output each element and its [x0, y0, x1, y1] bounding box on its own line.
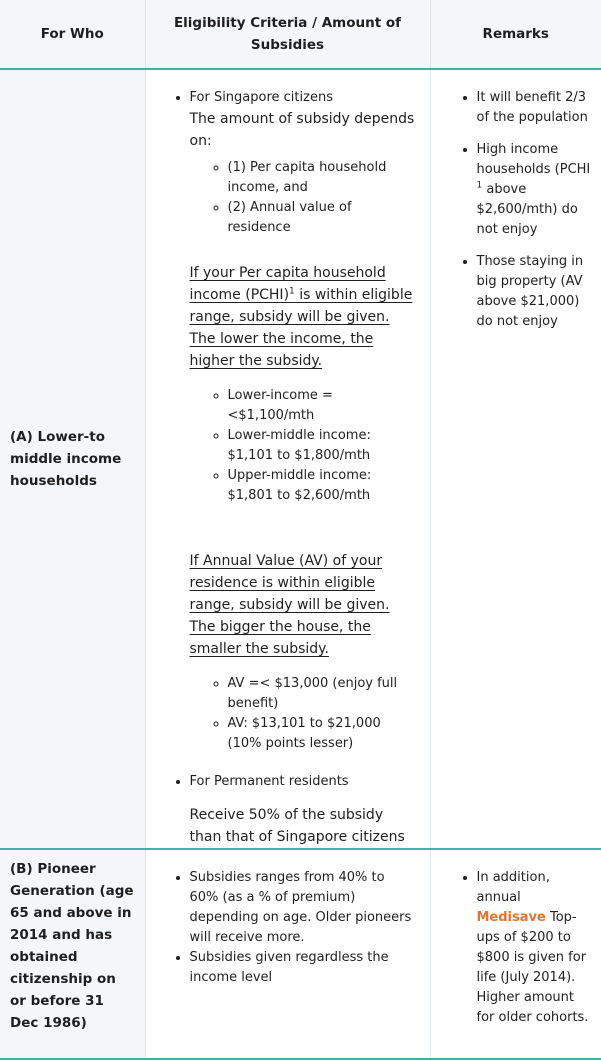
list-item: ◦ Upper-middle income: $1,801 to $2,600/mth — [228, 466, 418, 506]
remarks-cell-a — [430, 69, 601, 849]
remark-text-post: above $2,600/mth) do not enjoy — [476, 182, 578, 237]
depends-list — [210, 158, 418, 238]
list-item: • Those staying in big property (AV above $21,000) do not enjoy — [477, 252, 592, 332]
depends-text: The amount of subsidy depends on: — [189, 111, 415, 149]
remark-text-pre: In addition, annual — [476, 870, 550, 905]
pr-label: For Permanent residents — [189, 774, 349, 789]
remark-text-post: Top-ups of $200 to $800 is given for life (July 2014). Higher amount for older cohorts. — [476, 910, 589, 1025]
list-item: ◦ AV =< $13,000 (enjoy full benefit) — [228, 674, 418, 714]
table-row-pioneer-generation — [0, 849, 601, 1059]
list-item — [477, 868, 592, 1028]
footnote-marker: 1 — [476, 180, 483, 191]
footnote-marker: 1 — [289, 286, 295, 297]
list-item: • Subsidies given regardless the income level — [190, 948, 418, 988]
list-item: ◦ Lower-income =<$1,100/mth — [228, 386, 418, 426]
income-list — [210, 386, 418, 506]
criteria-cell-b — [145, 849, 430, 1059]
list-item: ◦ (1) Per capita household income, and — [228, 158, 418, 198]
pr-text: Receive 50% of the subsidy than that of Singapore citizens — [189, 807, 405, 845]
who-cell-b: (B) Pioneer Generation (age 65 and above in 2014 and has obtained citizenship on or before 31 Dec 1986) — [0, 849, 145, 1059]
header-remarks: Remarks — [430, 0, 601, 69]
pchi-text-pre: If your Per capita household income (PCHI) — [189, 265, 386, 303]
remarks-cell-b — [430, 849, 601, 1059]
remark-text-pre: High income households (PCHI — [476, 142, 591, 177]
header-for-who: For Who — [0, 0, 145, 69]
table-row-lower-middle-income — [0, 69, 601, 849]
list-item: • Subsidies ranges from 40% to 60% (as a % of premium) depending on age. Older pioneers will receive more. — [190, 868, 418, 948]
header-row — [0, 0, 601, 69]
list-item-citizens — [190, 88, 418, 754]
list-item-permanent-residents — [190, 772, 418, 848]
av-paragraph: If Annual Value (AV) of your residence is within eligible range, subsidy will be given. The bigger the house, the smaller the subsidy. — [189, 553, 390, 657]
list-item: ◦ (2) Annual value of residence — [228, 198, 418, 238]
pchi-text-post: is within eligible range, subsidy will be given. The lower the income, the higher the subsidy. — [189, 287, 413, 369]
list-item — [477, 140, 592, 240]
list-item: ◦ AV: $13,101 to $21,000 (10% points lesser) — [228, 714, 418, 754]
medisave-link[interactable]: Medisave — [476, 910, 546, 925]
av-list — [210, 674, 418, 754]
list-item: • It will benefit 2/3 of the population — [477, 88, 592, 128]
header-criteria: Eligibility Criteria / Amount of Subsidies — [145, 0, 430, 69]
list-item: ◦ Lower-middle income: $1,101 to $1,800/mth — [228, 426, 418, 466]
pchi-paragraph — [190, 262, 418, 372]
criteria-cell-a — [145, 69, 430, 849]
who-cell-a: (A) Lower-to middle income households — [0, 69, 145, 849]
citizens-label: For Singapore citizens — [189, 90, 333, 105]
